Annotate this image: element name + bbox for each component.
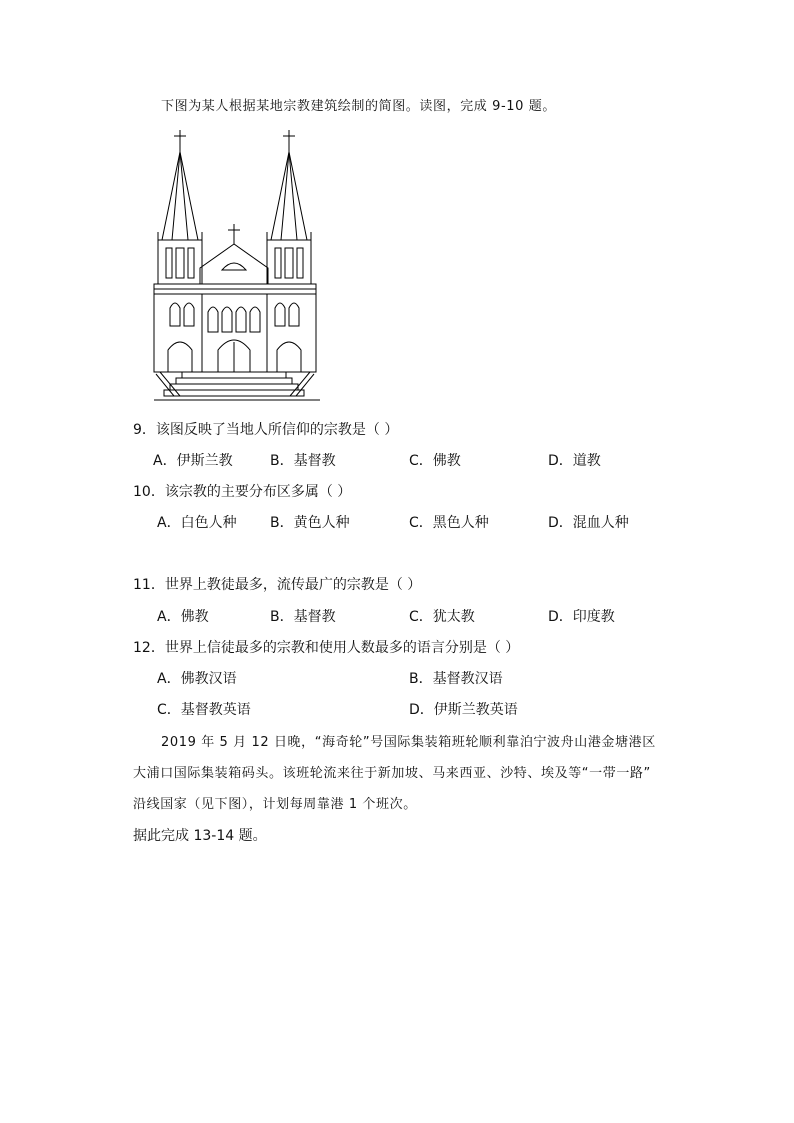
question-12-stem: 12．世界上信徒最多的宗教和使用人数最多的语言分别是（ ） bbox=[133, 640, 520, 656]
passage-line-1: 2019 年 5 月 12 日晚，“海奇轮”号国际集装箱班轮顺利靠泊宁波舟山港金塘港区 bbox=[161, 735, 656, 750]
question-10-option-b: B．黄色人种 bbox=[270, 515, 350, 531]
intro-9-10: 下图为某人根据某地宗教建筑绘制的简图。读图，完成 9-10 题。 bbox=[161, 99, 556, 114]
question-10-option-c: C．黑色人种 bbox=[409, 515, 489, 531]
question-11-stem: 11．世界上教徒最多，流传最广的宗教是（ ） bbox=[133, 577, 422, 593]
passage-line-2: 大浦口国际集装箱码头。该班轮流来往于新加坡、马来西亚、沙特、埃及等“一带一路” bbox=[133, 766, 651, 781]
question-9-stem: 9．该图反映了当地人所信仰的宗教是（ ） bbox=[133, 422, 399, 438]
question-12-option-b: B．基督教汉语 bbox=[409, 671, 503, 687]
question-10-stem: 10．该宗教的主要分布区多属（ ） bbox=[133, 484, 352, 500]
question-12-option-a: A．佛教汉语 bbox=[157, 671, 237, 687]
question-10-option-a: A．白色人种 bbox=[157, 515, 237, 531]
question-10-option-d: D．混血人种 bbox=[548, 515, 629, 531]
question-12-option-d: D．伊斯兰教英语 bbox=[409, 702, 518, 718]
question-9-option-b: B．基督教 bbox=[270, 453, 336, 469]
passage-line-3: 沿线国家（见下图），计划每周靠港 1 个班次。 bbox=[133, 797, 417, 812]
question-11-option-c: C．犹太教 bbox=[409, 609, 475, 625]
question-12-option-c: C．基督教英语 bbox=[157, 702, 251, 718]
question-11-option-b: B．基督教 bbox=[270, 609, 336, 625]
instruction-13-14: 据此完成 13-14 题。 bbox=[133, 828, 267, 844]
question-11-option-a: A．佛教 bbox=[157, 609, 209, 625]
question-9-option-a: A．伊斯兰教 bbox=[153, 453, 233, 469]
question-9-option-c: C．佛教 bbox=[409, 453, 461, 469]
question-11-option-d: D．印度教 bbox=[548, 609, 615, 625]
church-drawing-icon bbox=[152, 128, 322, 404]
question-9-option-d: D．道教 bbox=[548, 453, 601, 469]
